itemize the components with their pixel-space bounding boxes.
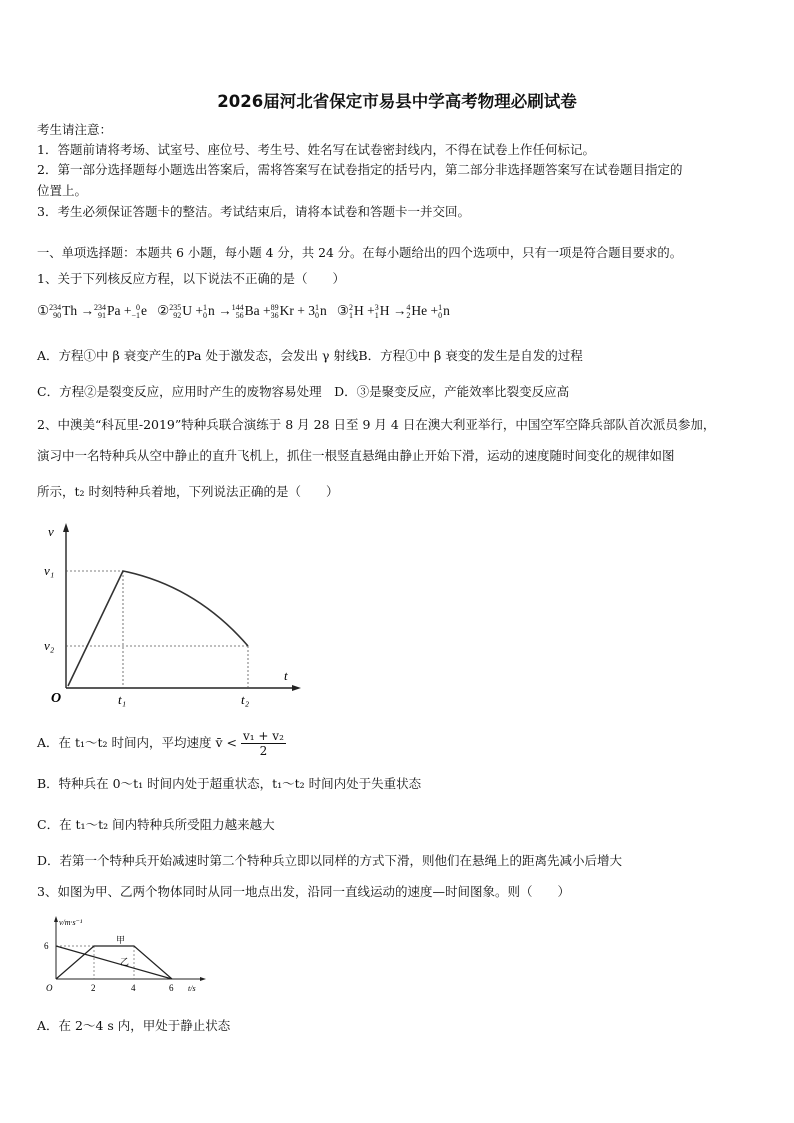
eq2-label: ② [157, 303, 170, 318]
q2-stem-line3: 所示，t₂ 时刻特种兵着地，下列说法正确的是（ ） [37, 484, 339, 499]
q1-stem: 1、关于下列核反应方程，以下说法不正确的是（ ） [37, 271, 345, 286]
q3-velocity-time-graph [40, 913, 210, 1003]
q1-equations: ① 234 90 Th → 234 91 Pa + 0 −1 e ② 235 92 U + 1 0 n → 144 56 Ba + 89 36 Kr + 3 1 0 n ③ 2 1 H + 3 1 H → 4 2 He + 1 0 n [37, 302, 450, 320]
q3-y6-label: 6 [44, 941, 49, 951]
q1-option-a-b: A．方程①中 β 衰变产生的Pa 处于激发态，会发出 γ 射线B．方程①中 β 衰变的发生是自发的过程 [37, 348, 583, 363]
page-title: 2026届河北省保定市易县中学高考物理必刷试卷 [217, 92, 577, 111]
q3-origin-label: O [46, 983, 53, 993]
notice-item-1: 1．答题前请将考场、试室号、座位号、考生号、姓名写在试卷密封线内，不得在试卷上作任何标记。 [37, 142, 595, 157]
q3-x4-label: 4 [131, 983, 136, 993]
q2-v1-label: v₁ [44, 563, 55, 578]
q3-y-label: v/m·s⁻¹ [59, 918, 83, 927]
q2-option-c: C．在 t₁～t₂ 间内特种兵所受阻力越来越大 [37, 817, 275, 832]
q3-line-yi [56, 946, 172, 979]
q2-option-a-text: A．在 t₁～t₂ 时间内，平均速度 v̄ < [37, 735, 238, 750]
q2-velocity-time-graph [36, 520, 306, 710]
q1-option-c-d: C．方程②是裂变反应，应用时产生的废物容易处理 D．③是聚变反应，产能效率比裂变反应高 [37, 384, 570, 399]
q2-t1-label: t₁ [118, 692, 127, 707]
q2-option-a-fraction [241, 729, 286, 758]
section-heading: 一、单项选择题：本题共 6 小题，每小题 4 分，共 24 分。在每小题给出的四个选项中，只有一项是符合题目要求的。 [37, 246, 682, 260]
q2-t2-label: t₂ [241, 692, 250, 707]
q3-x6-label: 6 [169, 983, 174, 993]
q2-origin-label: O [51, 691, 62, 706]
q3-x-label: t/s [188, 984, 196, 993]
eq3-label: ③ [336, 303, 349, 318]
q2-t-label: t [284, 668, 288, 683]
q3-x2-label: 2 [91, 983, 96, 993]
fraction-denominator: 2 [259, 744, 268, 758]
q2-v-arrow [63, 523, 69, 532]
notice-item-2-cont: 位置上。 [37, 183, 88, 198]
q3-stem: 3、如图为甲、乙两个物体同时从同一地点出发，沿同一直线运动的速度—时间图象。则（ ） [37, 884, 570, 899]
notice-item-3: 3．考生必须保证答题卡的整洁。考试结束后，请将本试卷和答题卡一并交回。 [37, 204, 470, 219]
q2-v-label: v [48, 524, 54, 539]
q3-v-arrow [54, 916, 58, 922]
q3-yi-label: 乙 [120, 957, 130, 967]
notice-item-2: 2．第一部分选择题每小题选出答案后，需将答案写在试卷指定的括号内，第二部分非选择题答案写在试卷题目指定的 [37, 162, 683, 177]
q2-t-arrow [292, 685, 301, 691]
q2-option-d: D．若第一个特种兵开始减速时第二个特种兵立即以同样的方式下滑，则他们在悬绳上的距离先减小后增大 [37, 853, 623, 868]
q3-option-a: A．在 2～4 s 内，甲处于静止状态 [37, 1018, 231, 1033]
q3-jia-label: 甲 [116, 935, 126, 945]
q2-option-b: B．特种兵在 0～t₁ 时间内处于超重状态，t₁～t₂ 时间内处于失重状态 [37, 776, 422, 791]
notice-heading: 考生请注意： [37, 122, 113, 137]
q2-option-a [37, 728, 286, 758]
q2-stem-line2: 演习中一名特种兵从空中静止的直升飞机上，抓住一根竖直悬绳由静止开始下滑，运动的速度随时间变化的规律如图 [37, 448, 675, 463]
q2-velocity-curve [68, 571, 248, 686]
eq1-label: ① [37, 303, 50, 318]
q2-v2-label: v₂ [44, 638, 55, 653]
q2-stem-line1: 2、中澳美“科瓦里-2019”特种兵联合演练于 8 月 28 日至 9 月 4 日在澳大利亚举行，中国空军空降兵部队首次派员参加， [37, 417, 716, 432]
fraction-numerator: v₁ + v₂ [243, 729, 284, 743]
q3-t-arrow [200, 977, 206, 981]
